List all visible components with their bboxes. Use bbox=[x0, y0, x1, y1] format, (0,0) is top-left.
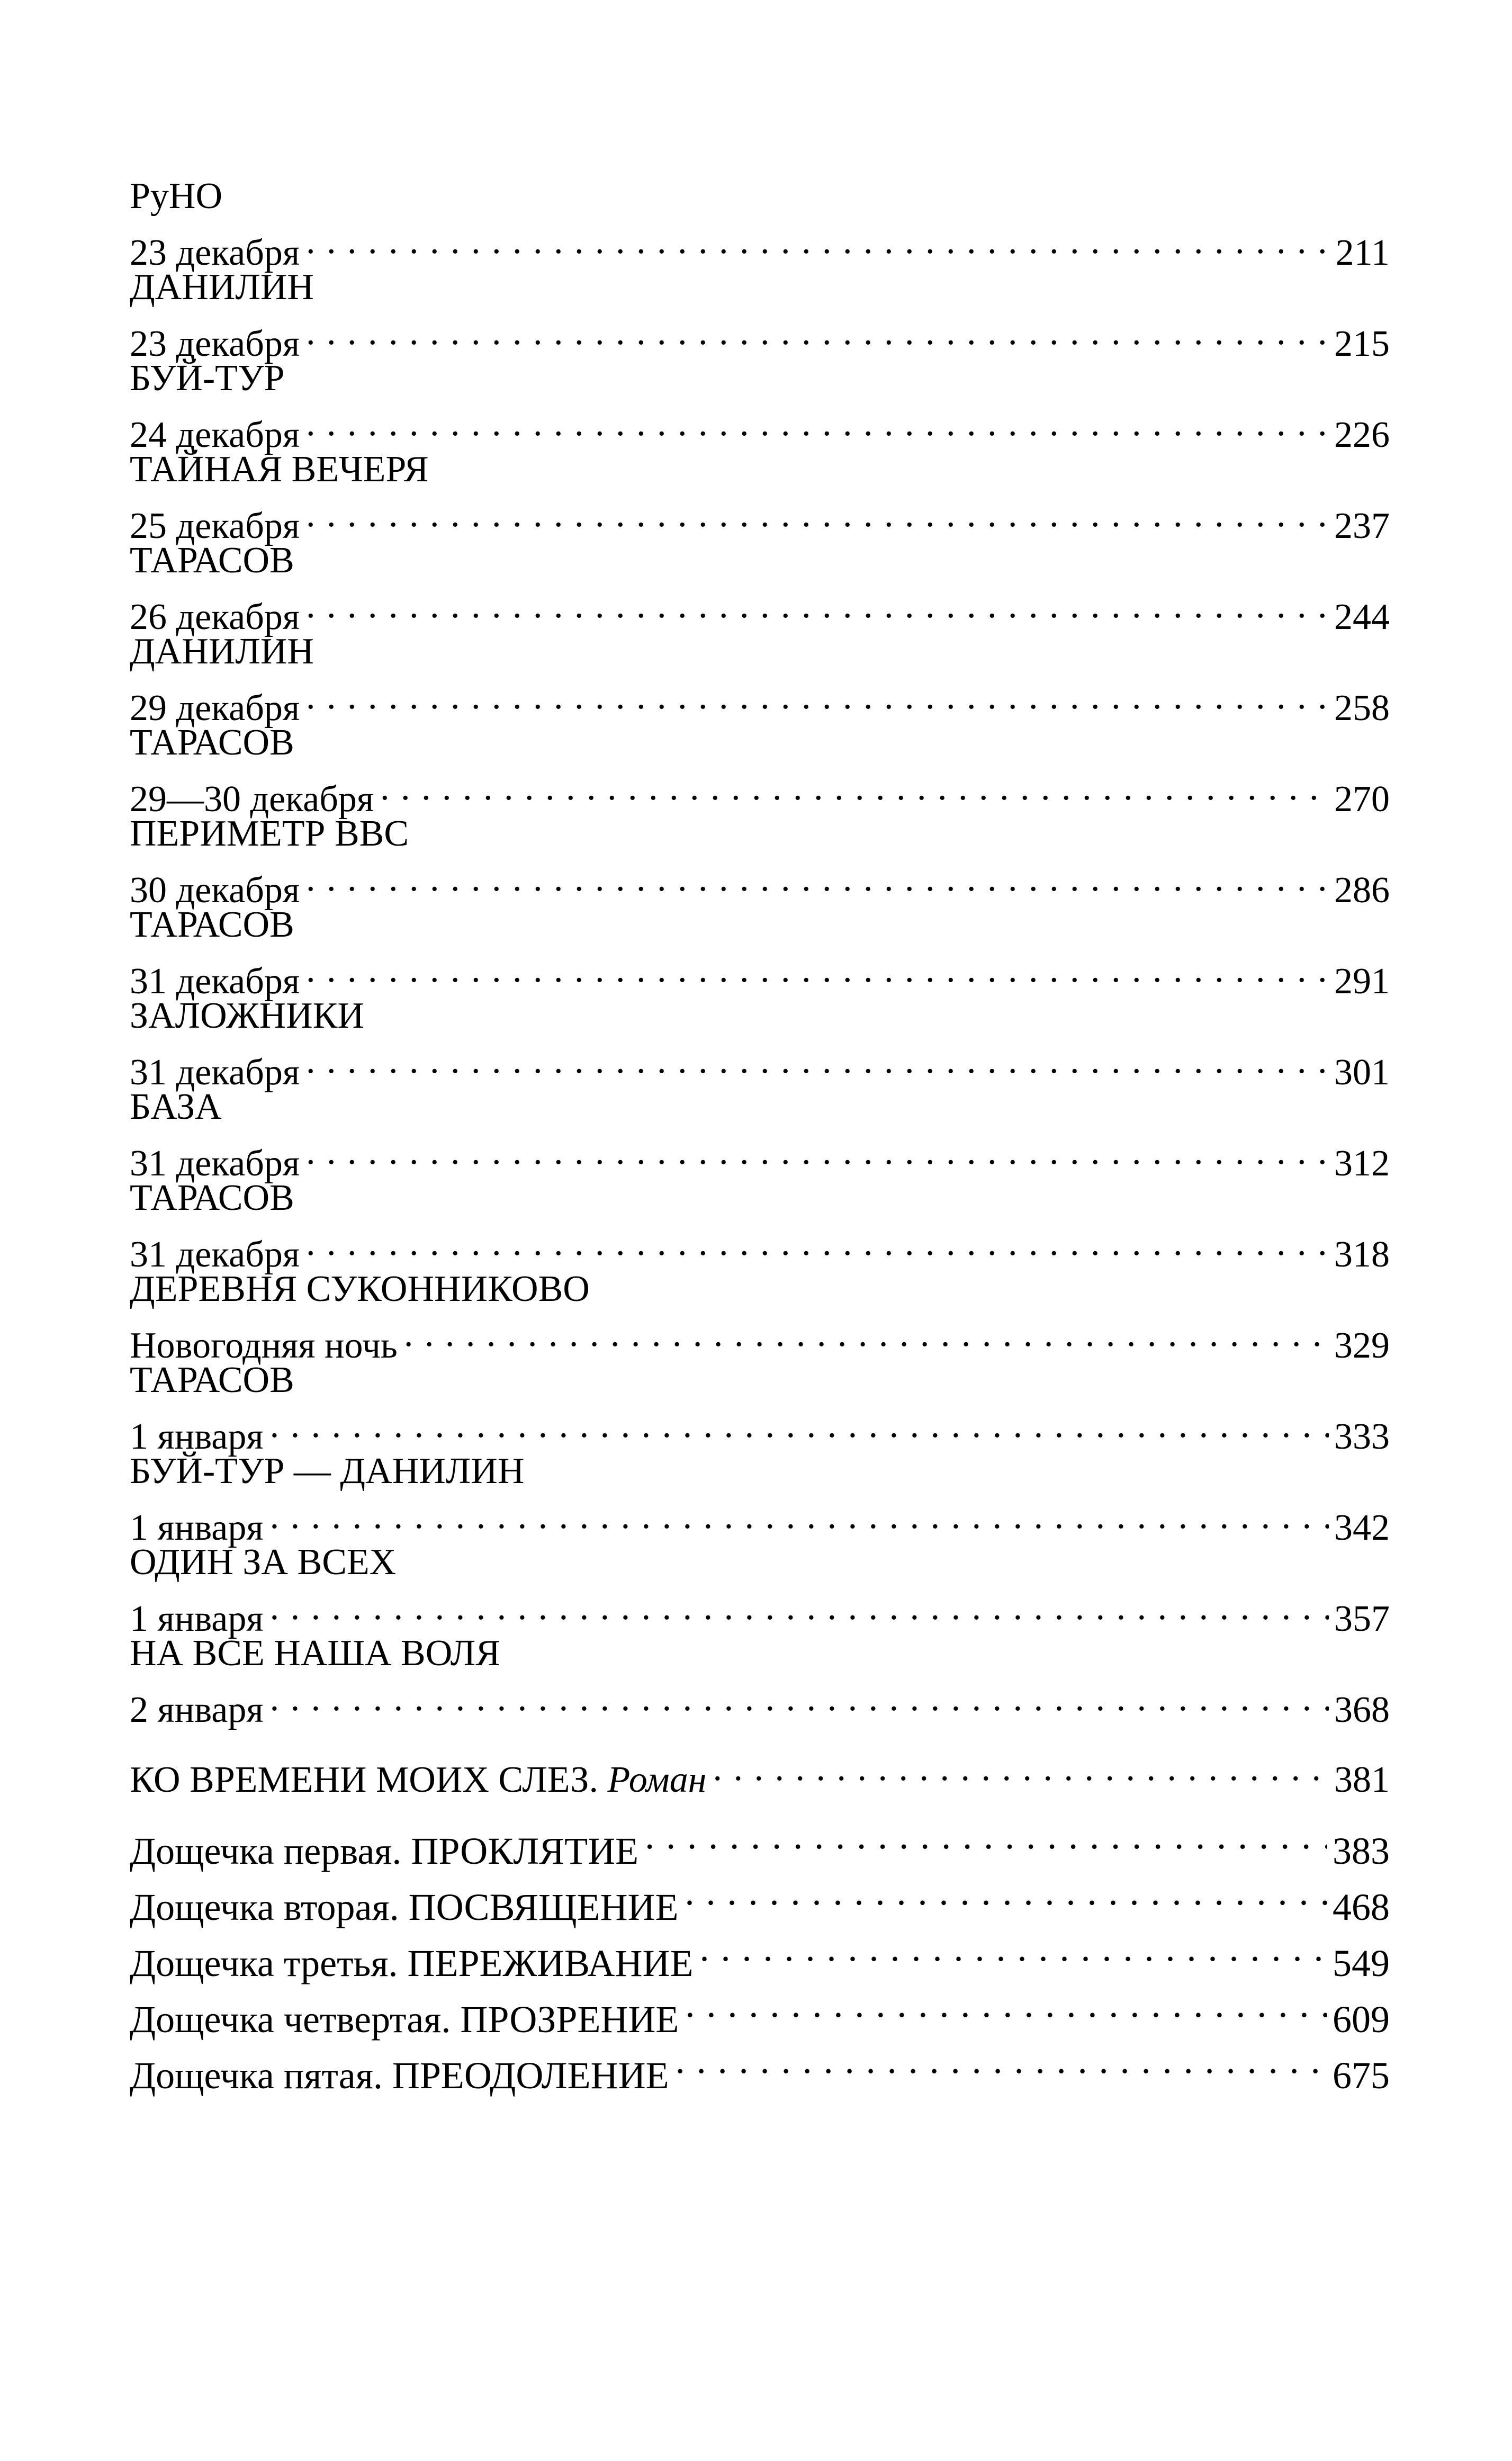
entry-line bbox=[130, 1584, 1390, 1639]
entry-date: 31 декабря bbox=[130, 1234, 300, 1275]
table-of-contents bbox=[130, 175, 1390, 2097]
dot-leader bbox=[685, 1976, 1327, 2032]
dot-leader bbox=[713, 1745, 1329, 1792]
board-label: Дощечка третья. ПЕРЕЖИВАНИЕ bbox=[130, 1942, 694, 1984]
entry-title: ПЕРИМЕТР ВВС bbox=[130, 813, 409, 854]
entry-line bbox=[130, 1038, 1390, 1093]
dot-leader bbox=[270, 1675, 1329, 1722]
entry-date: 2 января bbox=[130, 1690, 264, 1730]
page-number: 286 bbox=[1334, 870, 1390, 911]
dot-leader bbox=[404, 1311, 1329, 1358]
toc-entry[interactable] bbox=[130, 721, 1390, 820]
dot-leader bbox=[306, 1220, 1329, 1267]
entry-line bbox=[130, 1675, 1390, 1730]
page-number: 609 bbox=[1333, 1998, 1390, 2041]
dot-leader bbox=[306, 856, 1329, 902]
toc-entry[interactable] bbox=[130, 903, 1390, 1002]
novel-entry[interactable] bbox=[130, 1745, 1390, 1800]
page-number: 291 bbox=[1334, 961, 1390, 1002]
page-number: 270 bbox=[1334, 779, 1390, 820]
dot-leader bbox=[270, 1493, 1329, 1540]
page-number: 215 bbox=[1334, 324, 1390, 364]
page-number: 468 bbox=[1333, 1886, 1390, 1928]
dot-leader bbox=[306, 947, 1329, 993]
entry-title: ЗАЛОЖНИКИ bbox=[130, 995, 364, 1036]
toc-entry[interactable] bbox=[130, 175, 1390, 273]
toc-entry[interactable] bbox=[130, 1176, 1390, 1275]
toc-entry[interactable] bbox=[130, 1359, 1390, 1457]
dot-leader bbox=[306, 1129, 1329, 1175]
entry-title: БУЙ-ТУР bbox=[130, 358, 285, 399]
page-number: 368 bbox=[1334, 1690, 1390, 1730]
entry-title: ДАНИЛИН bbox=[130, 267, 314, 308]
dot-leader bbox=[306, 491, 1329, 538]
entry-date: 29—30 декабря bbox=[130, 779, 374, 820]
page-number: 342 bbox=[1334, 1507, 1390, 1548]
dot-leader bbox=[676, 2032, 1327, 2088]
dot-leader bbox=[270, 1402, 1329, 1449]
board-label: Дощечка пятая. ПРЕОДОЛЕНИЕ bbox=[130, 2054, 669, 2097]
board-label: Дощечка первая. ПРОКЛЯТИЕ bbox=[130, 1830, 639, 1872]
entry-date: Новогодняя ночь bbox=[130, 1325, 398, 1366]
dot-leader bbox=[306, 218, 1330, 265]
novel-title: КО ВРЕМЕНИ МОИХ СЛЕЗ. bbox=[130, 1759, 598, 1800]
entry-date: 25 декабря bbox=[130, 506, 300, 546]
page-number: 549 bbox=[1333, 1942, 1390, 1984]
board-list bbox=[130, 1808, 1390, 2097]
entry-title: ТАЙНАЯ ВЕЧЕРЯ bbox=[130, 449, 429, 490]
entry-date: 30 декабря bbox=[130, 870, 300, 911]
entry-title: ТАРАСОВ bbox=[130, 540, 294, 581]
dot-leader bbox=[306, 309, 1329, 356]
entry-title: НА ВСЕ НАША ВОЛЯ bbox=[130, 1633, 500, 1674]
page-number: 357 bbox=[1334, 1598, 1390, 1639]
page-number: 301 bbox=[1334, 1052, 1390, 1093]
entry-line bbox=[130, 1220, 1390, 1275]
entry-line bbox=[130, 309, 1390, 364]
entry-line bbox=[130, 673, 1390, 729]
toc-entry[interactable] bbox=[130, 1268, 1390, 1366]
page-number: 244 bbox=[1334, 597, 1390, 637]
toc-entry[interactable] bbox=[130, 630, 1390, 729]
entry-date: 31 декабря bbox=[130, 961, 300, 1002]
dot-leader bbox=[306, 582, 1329, 629]
entry-line bbox=[130, 1493, 1390, 1548]
entry-date: 23 декабря bbox=[130, 324, 300, 364]
page-number: 258 bbox=[1334, 688, 1390, 729]
entry-date: 23 декабря bbox=[130, 232, 300, 273]
entry-date: 1 января bbox=[130, 1598, 264, 1639]
entry-line bbox=[130, 400, 1390, 455]
entry-date: 24 декабря bbox=[130, 415, 300, 455]
dot-leader bbox=[699, 1920, 1327, 1976]
page-number: 675 bbox=[1333, 2054, 1390, 2097]
entry-date: 26 декабря bbox=[130, 597, 300, 637]
entry-line bbox=[130, 1129, 1390, 1184]
entry-title: БАЗА bbox=[130, 1086, 222, 1127]
toc-entry[interactable] bbox=[130, 357, 1390, 455]
entry-line bbox=[130, 856, 1390, 911]
entry-line bbox=[130, 1402, 1390, 1457]
dot-leader bbox=[645, 1808, 1327, 1864]
dot-leader bbox=[306, 1038, 1329, 1084]
page-number: 237 bbox=[1334, 506, 1390, 546]
entry-date: 31 декабря bbox=[130, 1143, 300, 1184]
entry-line bbox=[130, 765, 1390, 820]
entry-title: БУЙ-ТУР — ДАНИЛИН bbox=[130, 1451, 525, 1492]
novel-genre: Роман bbox=[607, 1759, 707, 1800]
novel-label bbox=[130, 1757, 713, 1803]
page-number: 226 bbox=[1334, 415, 1390, 455]
page-number: 318 bbox=[1334, 1234, 1390, 1275]
dot-leader bbox=[685, 1864, 1327, 1920]
page-number: 381 bbox=[1334, 1759, 1390, 1800]
dot-leader bbox=[306, 400, 1329, 447]
toc-entry[interactable] bbox=[130, 1450, 1390, 1548]
entry-date: 31 декабря bbox=[130, 1052, 300, 1093]
page-number: 211 bbox=[1335, 232, 1390, 273]
toc-entry[interactable] bbox=[130, 448, 1390, 546]
entry-line bbox=[130, 491, 1390, 546]
dot-leader bbox=[306, 673, 1329, 720]
entry-title: ДЕРЕВНЯ СУКОННИКОВО bbox=[130, 1269, 590, 1309]
entry-line bbox=[130, 582, 1390, 637]
entry-title: ОДИН ЗА ВСЕХ bbox=[130, 1542, 397, 1583]
entry-line bbox=[130, 1311, 1390, 1366]
toc-entry[interactable] bbox=[130, 1541, 1390, 1639]
toc-entry[interactable] bbox=[130, 1632, 1390, 1730]
toc-entry[interactable] bbox=[130, 812, 1390, 911]
toc-entry[interactable] bbox=[130, 994, 1390, 1093]
page-number: 333 bbox=[1334, 1416, 1390, 1457]
toc-entry[interactable] bbox=[130, 539, 1390, 637]
entry-title: ТАРАСОВ bbox=[130, 722, 294, 763]
entry-title: ТАРАСОВ bbox=[130, 904, 294, 945]
dot-leader bbox=[380, 765, 1329, 811]
board-label: Дощечка четвертая. ПРОЗРЕНИЕ bbox=[130, 1998, 679, 2041]
entry-title: РуНО bbox=[130, 176, 223, 217]
entry-line bbox=[130, 218, 1390, 273]
page-number: 329 bbox=[1334, 1325, 1390, 1366]
entry-title: ДАНИЛИН bbox=[130, 631, 314, 672]
entry-date: 29 декабря bbox=[130, 688, 300, 729]
entry-title: ТАРАСОВ bbox=[130, 1178, 294, 1218]
dot-leader bbox=[270, 1584, 1329, 1631]
page-number: 312 bbox=[1334, 1143, 1390, 1184]
entry-title: ТАРАСОВ bbox=[130, 1360, 294, 1400]
entry-date: 1 января bbox=[130, 1416, 264, 1457]
page-number: 383 bbox=[1333, 1830, 1390, 1872]
entry-date: 1 января bbox=[130, 1507, 264, 1548]
chapter-list bbox=[130, 175, 1390, 1730]
entry-line bbox=[130, 947, 1390, 1002]
board-label: Дощечка вторая. ПОСВЯЩЕНИЕ bbox=[130, 1886, 679, 1928]
toc-entry[interactable] bbox=[130, 266, 1390, 364]
board-entry[interactable] bbox=[130, 1808, 1390, 1872]
toc-entry[interactable] bbox=[130, 1085, 1390, 1184]
